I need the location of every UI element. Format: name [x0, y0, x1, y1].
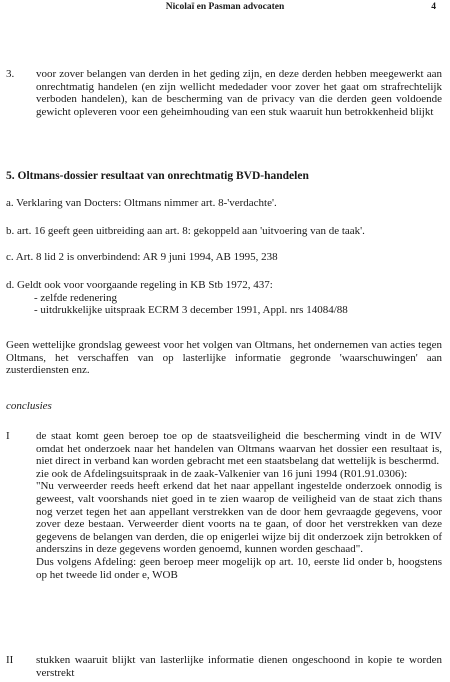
section-5-item-d	[6, 279, 442, 317]
firm-name: Nicolaï en Pasman advocaten	[165, 2, 285, 12]
section-5-item-c: c. Art. 8 lid 2 is onverbindend: AR 9 juni 1994, AB 1995, 238	[6, 251, 278, 263]
conclusies-heading: conclusies	[6, 400, 52, 412]
conclusie-I-text-3: Dus volgens Afdeling: geen beroep meer mogelijk op art. 10, eerste lid onder b, hoogstens op het tweede lid onder e, WOB	[36, 555, 442, 581]
section-5-paragraph: Geen wettelijke grondslag geweest voor het volgen van Oltmans, het ondernemen van acties tegen Oltmans, het verschaffen van op lasterlijke informatie gegronde 'waarschuwingen' aan zusterdiensten enz.	[6, 339, 442, 377]
page-header	[0, 2, 450, 16]
section-5-item-a: a. Verklaring van Docters: Oltmans nimmer art. 8-'verdachte'.	[6, 197, 277, 209]
item-3-number: 3.	[6, 68, 15, 80]
conclusie-II-text: stukken waaruit blijkt van lasterlijke informatie dienen ongeschoond in kopie te worden verstrekt	[36, 654, 442, 679]
item-d-sub-2: - uitdrukkelijke uitspraak ECRM 3 december 1991, Appl. nrs 14084/88	[34, 304, 348, 317]
afdelingsuitspraak-quote: "Nu verweerder reeds heeft erkend dat het naar appellant ingestelde onderzoek onnodig is geweest, valt voorshands niet goed in te zien waarop de veiligheid van de staat zich thans nog verzet tegen het aan appellant verstrekken van de door hem gevraagde gegevens, voor zover deze bestaan. Verweerder dient voorts na te gaan, of door het verstrekken van deze gegevens de belangen van derden, die op enigerlei wijze bij dit onderzoek zijn betrokken of anderszins in deze gegevens worden genoemd, kunnen worden geschaad".	[36, 480, 442, 556]
item-3	[6, 68, 442, 118]
page-number: 4	[431, 2, 436, 12]
item-d-text: d. Geldt ook voor voorgaande regeling in KB Stb 1972, 437:	[6, 279, 273, 291]
section-5-item-b: b. art. 16 geeft geen uitbreiding aan art. 8: gekoppeld aan 'uitvoering van de taak'.	[6, 225, 365, 237]
conclusie-I-number: I	[6, 430, 10, 442]
conclusie-I	[6, 430, 442, 581]
section-5-heading: 5. Oltmans-dossier resultaat van onrechtmatig BVD-handelen	[6, 170, 309, 182]
item-d-sub-1: - zelfde redenering	[34, 291, 118, 304]
conclusie-I-text-2: zie ook de Afdelingsuitspraak in de zaak-Valkenier van 16 juni 1994 (R01.91.0306):	[36, 467, 408, 480]
item-3-text: voor zover belangen van derden in het geding zijn, en deze derden hebben meegewerkt aan onrechtmatig handelen (en zijn wellicht mededader voor zover het gaat om strafrechtelijk verboden handelen), kan de bescherming van de privacy van die derden geen voldoende gewicht opleveren voor een geheimhouding van een stuk waaruit hun betrokkenheid blijkt	[36, 68, 442, 118]
conclusie-II-number: II	[6, 654, 14, 666]
conclusie-I-text-1: de staat komt geen beroep toe op de staatsveiligheid die bescherming vindt in de WIV omdat het onderzoek naar het handelen van Oltmans waarvan het dossier een resultaat is, niet direct in verband kan worden gebracht met een staatsbelang dat wettelijk is beschermd.	[36, 430, 442, 468]
conclusie-II	[6, 654, 442, 679]
